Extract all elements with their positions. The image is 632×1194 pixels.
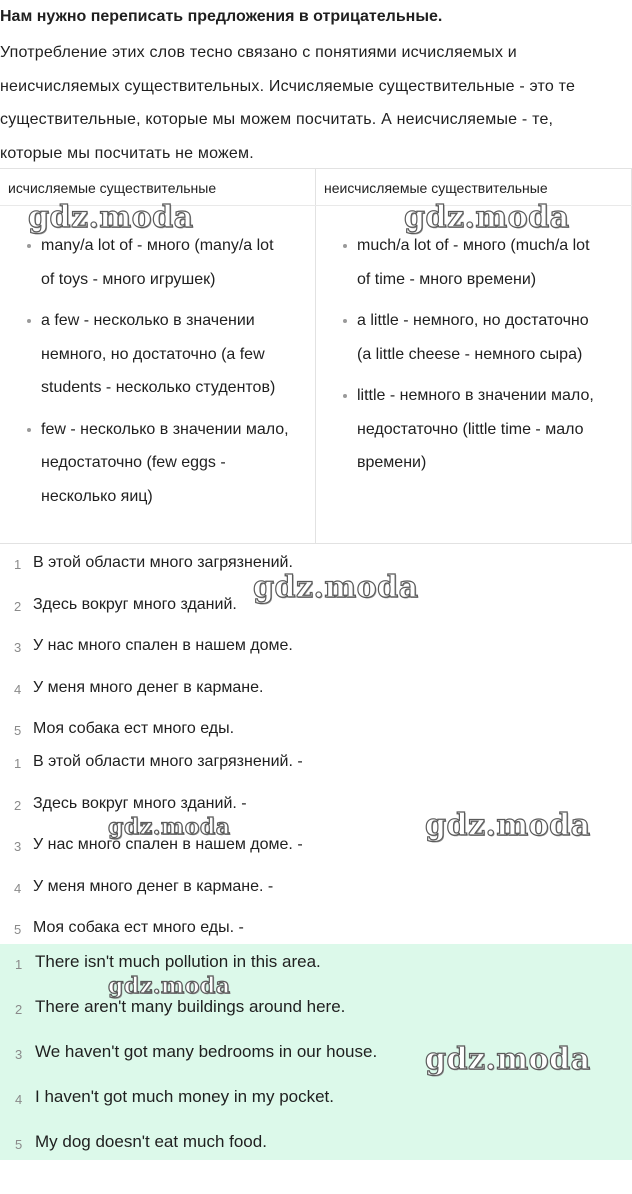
bullet-icon [343,394,347,398]
list-item: 1 В этой области много загрязнений. - [14,753,303,771]
bullet-icon [27,319,31,323]
paragraph-line: существительные, которые мы можем посчитать. А неисчисляемые - те, [0,111,554,128]
paragraph-line: которые мы посчитать не можем. [0,144,254,162]
list-item: 3 У нас много спален в нашем доме. [14,637,293,655]
answer-item: 1 There isn't much pollution in this area. [15,952,321,972]
countable-header: исчисляемые существительные [8,180,217,196]
answer-item: 5 My dog doesn't eat much food. [15,1132,267,1152]
watermark-logo: gdz.moda [425,808,591,843]
list-item: 1 В этой области много загрязнений. [14,554,293,572]
watermark-logo: gdz.moda [425,1042,591,1077]
bullet-icon [343,244,347,248]
list-item: much/a lot of - много (much/a lot of time - много времени) [357,229,594,296]
nouns-table [0,168,632,544]
list-item: 5 Моя собака ест много еды. [14,720,235,738]
list-item: 2 Здесь вокруг много зданий. - [14,794,247,813]
answer-item: 4 I haven't got much money in my pocket. [15,1087,335,1107]
watermark-logo: gdz.moda [108,814,231,840]
watermark-logo: gdz.moda [404,200,570,235]
bullet-icon [343,319,347,323]
list-item: 4 У меня много денег в кармане. - [14,877,274,896]
answers-list [0,952,632,1177]
table-divider [0,205,632,206]
uncountable-header: неисчисляемые существительные [324,180,548,196]
watermark-logo: gdz.moda [253,570,419,605]
bullet-icon [27,428,31,432]
paragraph-line: Употребление этих слов тесно связано с понятиями исчисляемых и [0,44,517,61]
list-item: 4 У меня много денег в кармане. [14,678,264,697]
explanation-paragraph [0,36,632,170]
dash-sentences-list [0,752,632,960]
list-item: 3 У нас много спален в нашем доме. - [14,836,303,854]
uncountable-list [357,229,594,488]
list-item: a few - несколько в значении немного, но достаточно (a few students - несколько студентов) [41,304,289,405]
list-item: a little - немного, но достаточно (a little cheese - немного сыра) [357,304,594,371]
answer-item: 3 We haven't got many bedrooms in our house. [15,1042,378,1062]
watermark-logo: gdz.moda [28,200,194,235]
bullet-icon [27,244,31,248]
original-sentences-list [0,553,632,761]
list-item: few - несколько в значении мало, недостаточно (few eggs - несколько яиц) [41,413,289,514]
watermark-logo: gdz.moda [108,973,231,999]
countable-column [0,169,316,543]
list-item: 2 Здесь вокруг много зданий. [14,595,237,614]
uncountable-column [316,169,632,543]
answer-item: 2 There aren't many buildings around here. [15,997,346,1017]
list-item: 5 Моя собака ест много еды. - [14,919,244,937]
paragraph-line: неисчисляемых существительных. Исчисляемые существительные - это те [0,77,576,95]
list-item: many/a lot of - много (many/a lot of toys - много игрушек) [41,229,289,296]
countable-list [41,229,289,521]
task-heading: Нам нужно переписать предложения в отрицательные. [0,8,443,25]
list-item: little - немного в значении мало, недостаточно (little time - мало времени) [357,379,594,480]
